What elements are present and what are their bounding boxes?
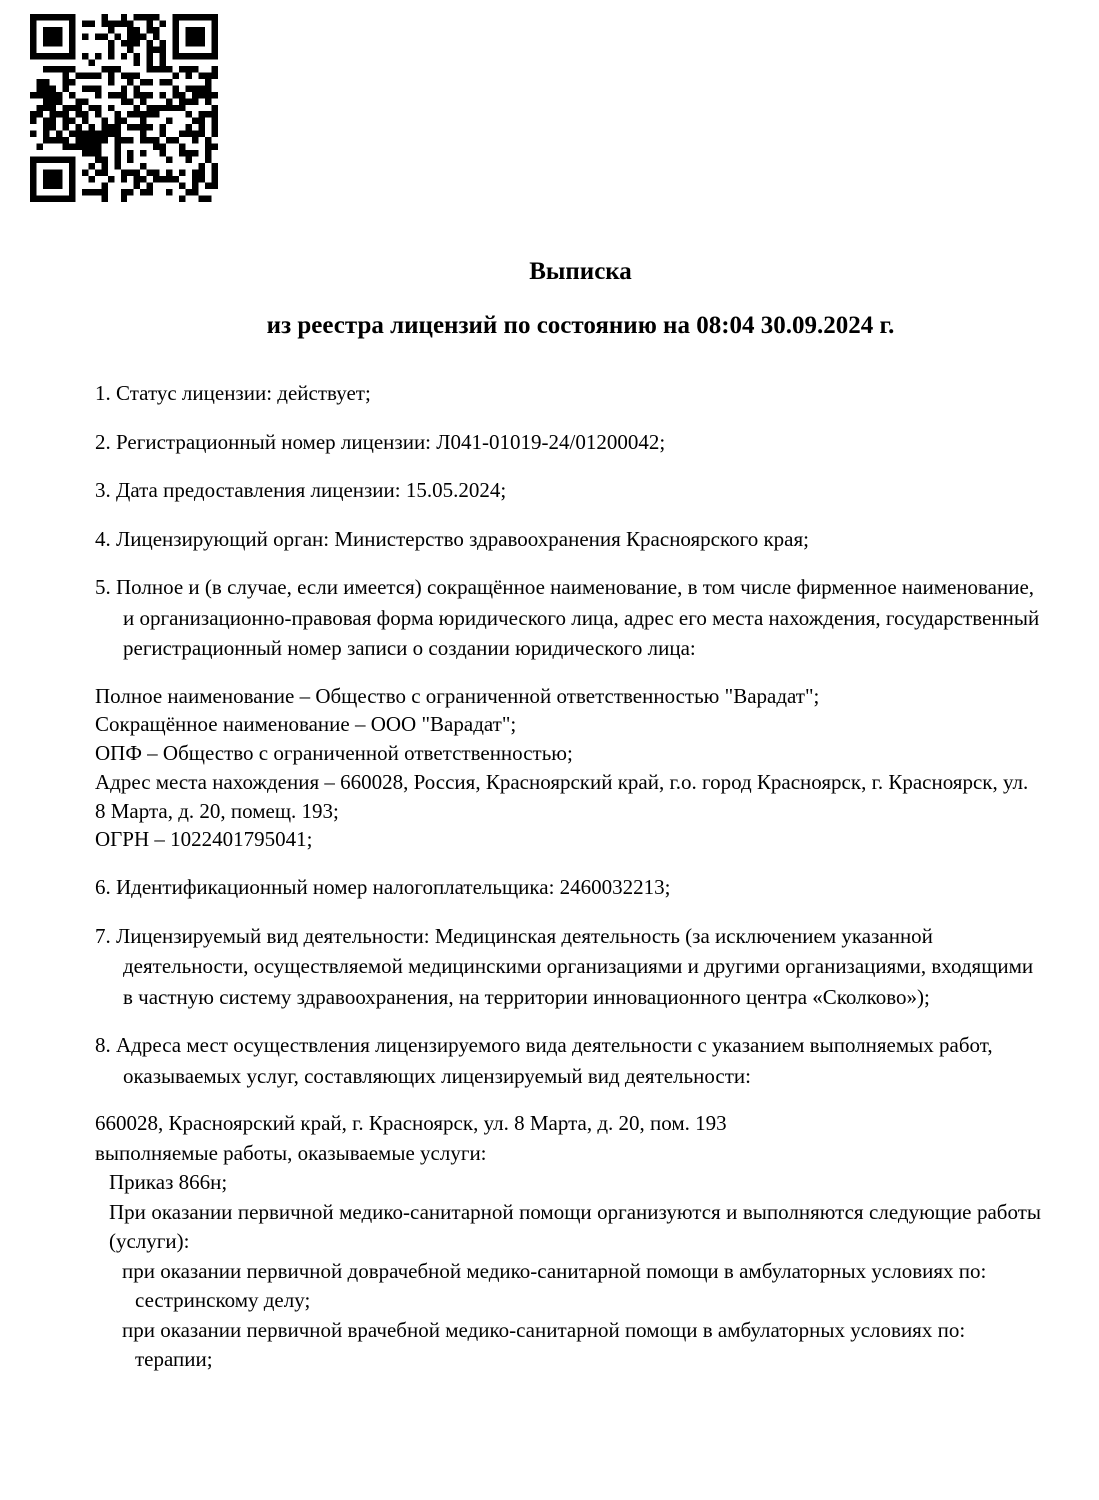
document-title: Выписка [529, 258, 632, 285]
order-reference: Приказ 866н; [109, 1170, 228, 1195]
entity-address: Адрес места нахождения – 660028, Россия, Красноярский край, г.о. город Красноярск, г. Красноярск, ул. 8 Марта, д. 20, помещ. 193; [95, 769, 1029, 823]
entity-ogrn: ОГРН – 1022401795041; [95, 827, 313, 852]
activity-type: 7. Лицензируемый вид деятельности: Медицинская деятельность (за исключением указанной деятельности, осуществляемой медицинскими организациями и другими организациями, входящими в частную систему здравоохранения, на территории инновационного центра «Сколково»); [95, 923, 1034, 1009]
doctor-care-text [95, 1316, 1041, 1346]
entity-details [95, 682, 1041, 855]
entity-name-heading: 5. Полное и (в случае, если имеется) сокращённое наименование, в том числе фирменное наименование, и организационно-правовая форма юридического лица, адрес его места нахождения, государственный регистрационный номер записи о создании юридического лица: [95, 575, 1040, 660]
document-subtitle: из реестра лицензий по состоянию на 08:04 30.09.2024 г. [266, 312, 895, 339]
licensing-authority: 4. Лицензирующий орган: Министерство здравоохранения Красноярского края; [95, 526, 809, 551]
primary-care-text: При оказании первичной медико-санитарной помощи организуются и выполняются следующие работы (услуги): [109, 1199, 1041, 1254]
entity-short-name: Сокращённое наименование – ООО "Варадат"; [95, 712, 517, 737]
place-address: 660028, Красноярский край, г. Красноярск, ул. 8 Марта, д. 20, пом. 193 [95, 1111, 727, 1136]
activity-place [95, 1109, 1041, 1375]
entity-opf: ОПФ – Общество с ограниченной ответственностью; [95, 741, 573, 766]
taxpayer-id: 6. Идентификационный номер налогоплательщика: 2460032213; [95, 875, 671, 900]
document-body [95, 378, 1041, 1375]
license-status: 1. Статус лицензии: действует; [95, 381, 371, 405]
therapy-item: терапии; [135, 1347, 213, 1372]
pre-doctor-care-text [95, 1257, 1041, 1287]
activity-addresses-heading: 8. Адреса мест осуществления лицензируемого вида деятельности с указанием выполняемых работ, оказываемых услуг, составляющих лицензируемый вид деятельности: [95, 1033, 993, 1088]
works-label: выполняемые работы, оказываемые услуги: [95, 1140, 487, 1165]
entity-full-name: Полное наименование – Общество с ограниченной ответственностью "Варадат"; [95, 683, 820, 708]
qr-code [30, 14, 218, 202]
doctor-care-label: при оказании первичной врачебной медико-санитарной помощи в амбулаторных условиях по: [122, 1317, 966, 1342]
license-date: 3. Дата предоставления лицензии: 15.05.2024; [95, 478, 507, 502]
license-number: 2. Регистрационный номер лицензии: Л041-01019-24/01200042; [95, 429, 666, 454]
nursing-item: сестринскому делу; [135, 1288, 311, 1313]
pre-doctor-care-label: при оказании первичной доврачебной медико-санитарной помощи в амбулаторных условиях по: [122, 1258, 987, 1283]
